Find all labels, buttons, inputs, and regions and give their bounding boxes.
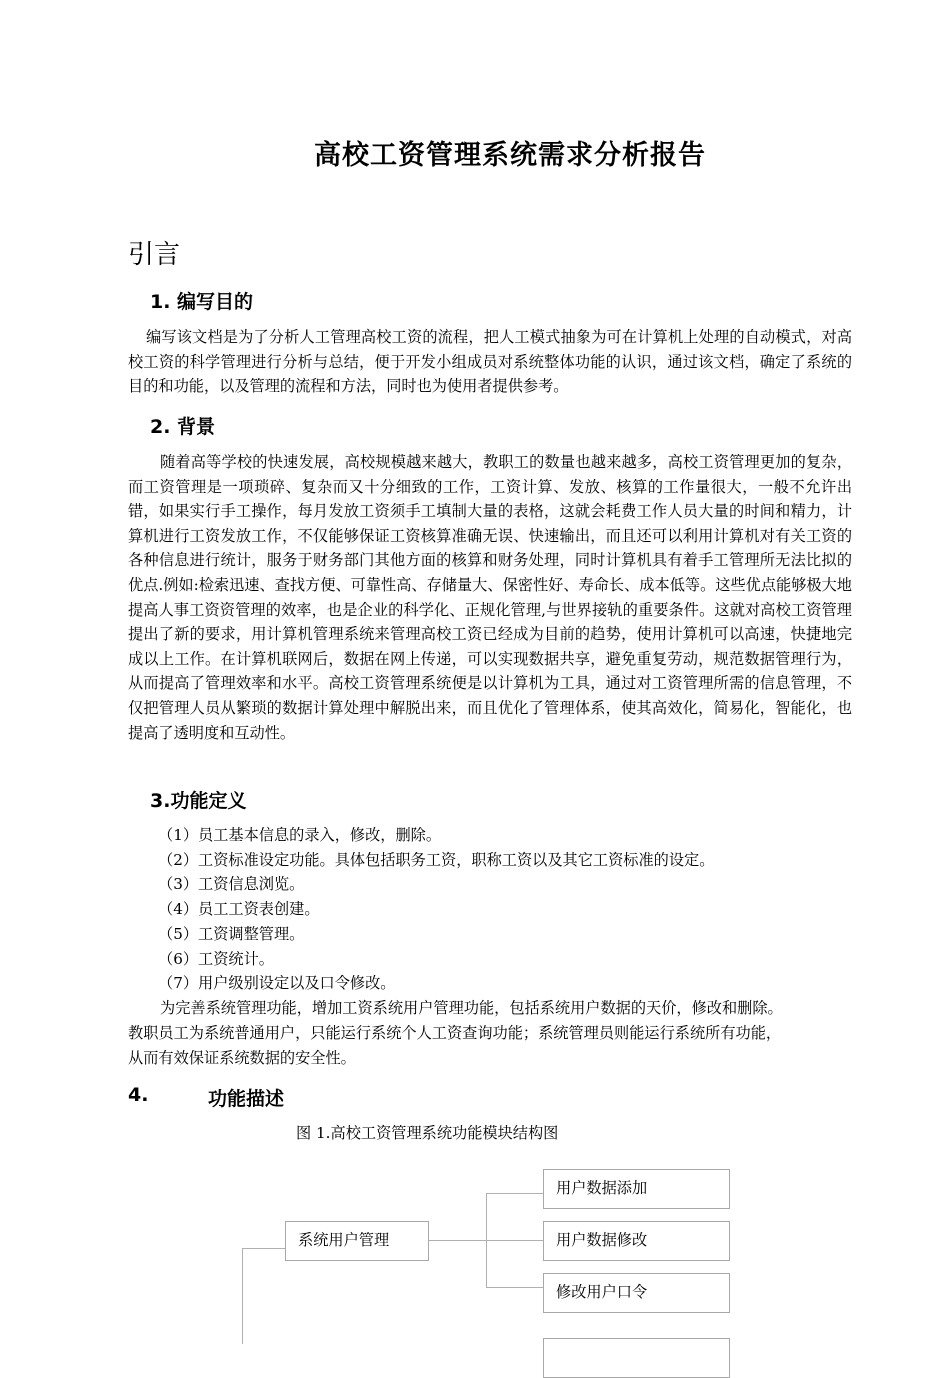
intro-heading: 引言: [128, 240, 181, 270]
connector-line: [429, 1240, 486, 1241]
node-partial: [543, 1338, 730, 1378]
section-purpose-text: 编写该文档是为了分析人工管理高校工资的流程，把人工模式抽象为可在计算机上处理的自动模式，对高校工资的科学管理进行分析与总结，便于开发小组成员对系统整体功能的认识，通过该文档，确定了系统的目的和功能，以及管理的流程和方法，同时也为使用者提供参考。: [128, 328, 852, 396]
node-change-user-password: 修改用户口令: [543, 1273, 730, 1313]
section-description-heading: 功能描述: [208, 1088, 285, 1110]
page-title: 高校工资管理系统需求分析报告: [314, 140, 706, 171]
function-list: [158, 823, 714, 996]
node-user-data-edit: 用户数据修改: [543, 1221, 730, 1261]
list-item: （1）员工基本信息的录入，修改，删除。: [158, 826, 442, 844]
section-background-heading: 2. 背景: [150, 416, 216, 438]
node-user-data-add: 用户数据添加: [543, 1169, 730, 1209]
section-description-number: 4.: [128, 1084, 149, 1106]
functions-note-line-1: 为完善系统管理功能，增加工资系统用户管理功能，包括系统用户数据的天价，修改和删除。: [160, 999, 783, 1017]
connector-line: [242, 1248, 243, 1344]
node-system-user-management: 系统用户管理: [285, 1221, 429, 1261]
figure-caption: 图 1.高校工资管理系统功能模块结构图: [296, 1124, 559, 1142]
list-item: （6）工资统计。: [158, 949, 274, 968]
list-item: （3）工资信息浏览。: [158, 875, 305, 894]
section-purpose-heading: 1. 编写目的: [150, 291, 254, 313]
functions-note-line-2: 教职员工为系统普通用户，只能运行系统个人工资查询功能；系统管理员则能运行系统所有功能，: [128, 1024, 782, 1042]
functions-note-line-3: 从而有效保证系统数据的安全性。: [128, 1049, 356, 1067]
list-item: （2）工资标准设定功能。具体包括职务工资，职称工资以及其它工资标准的设定。: [158, 850, 715, 869]
list-item: （4）员工工资表创建。: [158, 900, 320, 919]
connector-line: [486, 1240, 543, 1241]
connector-line: [486, 1193, 543, 1194]
connector-line: [486, 1287, 543, 1288]
section-background-text: 随着高等学校的快速发展，高校规模越来越大，教职工的数量也越来越多，高校工资管理更加的复杂，而工资管理是一项琐碎、复杂而又十分细致的工作，工资计算、发放、核算的工作量很大，一般不允许出错，如果实行手工操作，每月发放工资须手工填制大量的表格，这就会耗费工作人员大量的时间和精力，计算机进行工资发放工作，不仅能够保证工资核算准确无误、快速输出，而且还可以利用计算机对有关工资的各种信息进行统计，服务于财务部门其他方面的核算和财务处理，同时计算机具有着手工管理所无法比拟的优点.例如:检索迅速、查找方便、可靠性高、存储量大、保密性好、寿命长、成本低等。这些优点能够极大地提高人事工资资管理的效率，也是企业的科学化、正规化管理,与世界接轨的重要条件。这就对高校工资管理提出了新的要求，用计算机管理系统来管理高校工资已经成为目前的趋势，使用计算机可以高速，快捷地完成以上工作。在计算机联网后，数据在网上传递，可以实现数据共享，避免重复劳动，规范数据管理行为，从而提高了管理效率和水平。高校工资管理系统便是以计算机为工具，通过对工资管理所需的信息管理，不仅把管理人员从繁琐的数据计算处理中解脱出来，而且优化了管理体系，使其高效化，简易化，智能化，也提高了透明度和互动性。: [128, 453, 852, 742]
section-functions-heading: 3.功能定义: [150, 790, 247, 812]
connector-line: [242, 1248, 285, 1249]
list-item: （7）用户级别设定以及口令修改。: [158, 974, 396, 993]
list-item: （5）工资调整管理。: [158, 924, 305, 943]
connector-line: [486, 1193, 487, 1288]
